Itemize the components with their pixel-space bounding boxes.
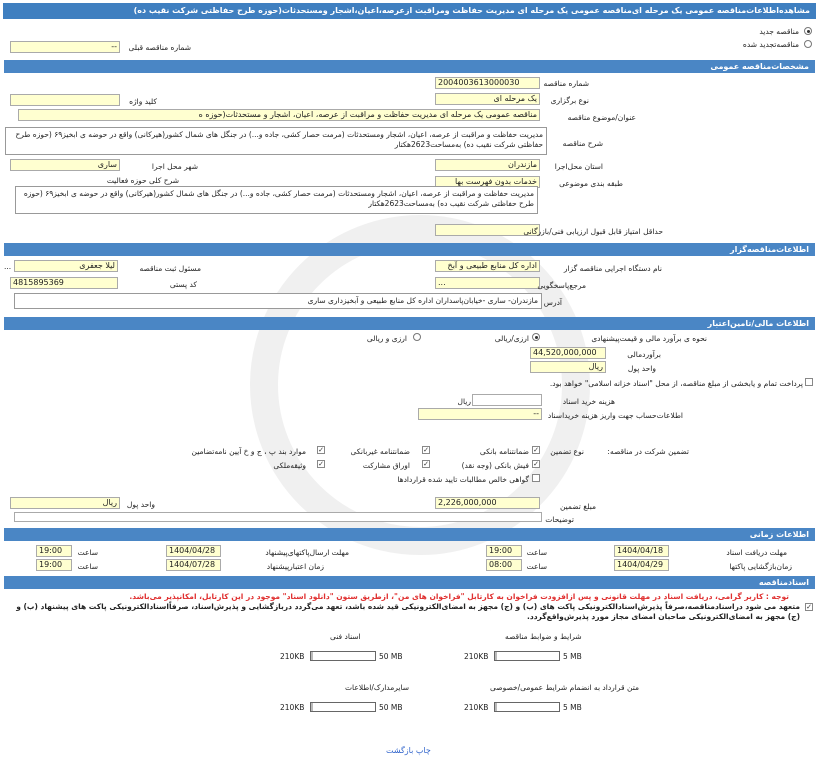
file-label: متن قرارداد به انضمام شرایط عمومی/خصوصی <box>490 683 639 692</box>
officer-label: مسئول ثبت مناقصه <box>139 264 201 273</box>
holding-type-label: نوع برگزاری <box>550 96 589 105</box>
section-finance: اطلاعات مالی/تامین‌اعتبار <box>4 317 815 330</box>
min-score-label: حداقل امتیاز قابل قبول ارزیابی فنی/بازرگانی <box>523 227 663 236</box>
guarantee-cash-checkbox[interactable]: ✓ <box>533 460 539 468</box>
receive-label: مهلت دریافت اسناد <box>726 548 787 557</box>
file-upload-field[interactable] <box>494 651 560 661</box>
keyword-field[interactable] <box>10 94 120 106</box>
file-min-size: 210KB <box>280 703 305 712</box>
print-back-link[interactable]: چاپ بازگشت <box>386 746 431 755</box>
keyword-label: کلید واژه <box>129 97 157 106</box>
guarantee-amount-field[interactable]: 2,226,000,000 <box>435 497 540 509</box>
valid-time-field[interactable]: 19:00 <box>36 559 72 571</box>
file-max-size: 5 MB <box>563 703 582 712</box>
guarantee-bank-checkbox[interactable]: ✓ <box>533 446 539 454</box>
file-label: سایرمدارک/اطلاعات <box>345 683 410 692</box>
account-label: اطلاعات‌حساب جهت واریز هزینه خریداسناد <box>547 411 683 420</box>
file-upload-field[interactable] <box>310 702 376 712</box>
file-upload-progress <box>311 703 313 711</box>
file-label: شرایط و ضوابط مناقصه <box>505 632 582 641</box>
account-field[interactable]: -- <box>418 408 542 420</box>
guarantee-amount-label: مبلغ تضمین <box>559 502 596 511</box>
ref-label: مرجع‌پاسخگویی <box>537 281 586 290</box>
open-label: زمان‌بازگشایی پاکتها <box>729 562 792 571</box>
file-max-size: 5 MB <box>563 652 582 661</box>
receive-date-field[interactable]: 1404/04/18 <box>614 545 669 557</box>
guarantee-type-label: نوع تضمین <box>550 447 584 456</box>
receive-time-field[interactable]: 19:00 <box>486 545 522 557</box>
guarantee-articles-label: موارد بند پ ، ج و خ آیین نامه‌تضامین <box>191 447 306 456</box>
guarantee-currency-field[interactable]: ریال <box>10 497 120 509</box>
guarantee-label: تضمین شرکت در مناقصه: <box>607 447 689 456</box>
commit-checkbox[interactable]: ✓ <box>806 603 812 611</box>
estimate-label: برآوردمالی <box>627 350 661 359</box>
estimate-field[interactable]: 44,520,000,000 <box>530 347 606 359</box>
file-max-size: 50 MB <box>379 652 403 661</box>
section-timing: اطلاعات زمانی <box>4 528 815 541</box>
category-label: طبقه بندی موضوعی <box>559 179 623 188</box>
description-field[interactable]: مدیریت حفاظت و مراقبت از عرصه، اعیان، اشجار ومستحدثات (مرمت حصار کشی، جاده و...) در جنگل های شمال کشور(هیرکانی) واقع در حوضه ی ابخیز۶۹ (حوزه طرح حفاظتی شرکت نقیب ده) به‌مساحت2623هکتار <box>5 127 547 155</box>
commit-text: متعهد می شود دراسنادمناقصه،صرفاً پذیرش‌اسنادالکترونیکی پاکت های (ب) و (ج) مجهز به امضای‌الکترونیکی قید شده باشد، تعهد می‌گردد دربازگشایی و پذیرش‌اسناد، صرفاًاسنادالکترونیکی پاکت های پیشنهاد (ب) و (ج) مجهز به امضای‌الکترونیکی صاحبان امضای مجاز مورد پذیرش‌واقع‌گردد. <box>16 602 800 621</box>
file-upload-progress <box>495 703 497 711</box>
postal-field[interactable]: 4815895369 <box>10 277 118 289</box>
send-label: مهلت ارسال‌پاکتهای‌پیشنهاد <box>265 548 349 557</box>
file-upload-field[interactable] <box>310 651 376 661</box>
file-min-size: 210KB <box>464 652 489 661</box>
guarantee-bonds-checkbox[interactable]: ✓ <box>423 460 429 468</box>
file-upload-progress <box>311 652 313 660</box>
notes-field[interactable] <box>14 512 542 522</box>
file-upload-field[interactable] <box>494 702 560 712</box>
category-field[interactable]: خدمات بدون فهرست بها <box>435 176 540 188</box>
guarantee-cash-label: فیش بانکی (وجه نقد) <box>461 461 529 470</box>
send-time-label: ساعت <box>77 548 98 557</box>
rial-radio[interactable] <box>532 333 540 341</box>
officer-more[interactable]: ... <box>4 262 12 271</box>
tender-number-field[interactable]: 2004003613000030 <box>435 77 540 89</box>
province-label: استان محل‌اجرا <box>554 162 603 171</box>
guarantee-nonbank-label: ضمانتنامه غیربانکی <box>350 447 410 456</box>
guarantee-bank-label: ضمانتنامه بانکی <box>479 447 529 456</box>
open-time-label: ساعت <box>526 562 547 571</box>
prev-number-label: شماره مناقصه قبلی <box>128 43 191 52</box>
notes-label: توضیحات <box>545 515 574 524</box>
new-tender-radio[interactable] <box>804 27 812 35</box>
receive-time-label: ساعت <box>526 548 547 557</box>
currency-field[interactable]: ریال <box>530 361 606 373</box>
subject-field[interactable]: مناقصه عمومی یک مرحله ای مدیریت حفاظت و مراقبت از عرصه، اعیان، اشجار و مستحدثات(حوزه ه <box>18 109 540 121</box>
guarantee-nonbank-checkbox[interactable]: ✓ <box>423 446 429 454</box>
doc-cost-field[interactable] <box>472 394 542 406</box>
send-time-field[interactable]: 19:00 <box>36 545 72 557</box>
guarantee-claims-checkbox[interactable] <box>532 474 540 482</box>
guarantee-property-checkbox[interactable]: ✓ <box>318 460 324 468</box>
address-field[interactable]: مازندران- ساری -خیابان‌پاسداران اداره کل منابع طبیعی و آبخیزداری ساری <box>14 293 542 309</box>
guarantee-articles-checkbox[interactable]: ✓ <box>318 446 324 454</box>
scope-label: شرح کلی حوزه فعالیت <box>106 176 179 185</box>
renewed-tender-radio[interactable] <box>804 40 812 48</box>
org-field[interactable]: اداره کل منابع طبیعی و آبخ <box>435 260 540 272</box>
holding-type-field[interactable]: یک مرحله ای <box>435 93 540 105</box>
file-label: اسناد فنی <box>330 632 361 641</box>
guarantee-bonds-label: اوراق مشارکت <box>362 461 410 470</box>
file-max-size: 50 MB <box>379 703 403 712</box>
valid-label: زمان اعتبارپیشنهاد <box>266 562 324 571</box>
file-min-size: 210KB <box>280 652 305 661</box>
postal-label: کد پستی <box>169 280 197 289</box>
guarantee-currency-label: واحد پول <box>126 500 155 509</box>
page-title: مشاهده‌اطلاعات‌مناقصه عمومی یک مرحله ای‌مناقصه عمومی یک مرحله ای مدیریت حفاظت ومراقبت ازعرصه،اعیان،اشجار ومستحدثات(حوزه طرح حفاظتی شرکت نقیب ده) <box>3 3 816 19</box>
prev-number-field[interactable]: -- <box>10 41 120 53</box>
treasury-label: پرداخت تمام و یابخشی از مبلغ مناقصه، از محل "اسناد خزانه اسلامی" خواهد بود. <box>549 379 803 388</box>
currency-rial-radio[interactable] <box>413 333 421 341</box>
treasury-checkbox[interactable] <box>805 378 813 386</box>
subject-label: عنوان/موضوع مناقصه <box>567 113 636 122</box>
documents-warning: توجه : کاربر گرامی، دریافت اسناد در مهلت قانونی و پس ازافزودت فراخوان به کارتابل "فراخوان های من"، ازطریق ستون "دانلود اسناد" موجود در این کارتابل، امکانپذیر می‌باشد. <box>129 592 789 601</box>
section-documents: اسنادمناقصه <box>4 576 815 589</box>
rial-label: ارزی/ریالی <box>494 334 529 343</box>
file-upload-progress <box>495 652 497 660</box>
tender-number-label: شماره مناقصه <box>543 79 589 88</box>
guarantee-claims-label: گواهی خالص مطالبات تایید شده قراردادها <box>397 475 529 484</box>
currency-rial-label: ارزی و ریالی <box>366 334 407 343</box>
open-time-field[interactable]: 08:00 <box>486 559 522 571</box>
section-organizer: اطلاعات‌مناقصه‌گزار <box>4 243 815 256</box>
file-min-size: 210KB <box>464 703 489 712</box>
address-label: آدرس <box>543 298 562 307</box>
ref-field[interactable]: ... <box>435 277 540 289</box>
officer-field[interactable]: لیلا جعفری <box>14 260 118 272</box>
doc-cost-unit: ریال <box>457 397 471 406</box>
renewed-tender-label: مناقصه‌تجدید شده <box>742 40 799 49</box>
send-date-field[interactable]: 1404/04/28 <box>166 545 221 557</box>
org-label: نام دستگاه اجرایی مناقصه گزار <box>563 264 662 273</box>
open-date-field[interactable]: 1404/04/29 <box>614 559 669 571</box>
new-tender-label: مناقصه جدید <box>759 27 799 36</box>
method-label: نحوه ی برآورد مالی و قیمت‌پیشنهادی <box>591 334 707 343</box>
doc-cost-label: هزینه خرید اسناد <box>562 397 615 406</box>
city-label: شهر محل اجرا <box>151 162 198 171</box>
description-label: شرح مناقصه <box>562 139 603 148</box>
valid-date-field[interactable]: 1404/07/28 <box>166 559 221 571</box>
city-field[interactable]: ساری <box>10 159 120 171</box>
province-field[interactable]: مازندران <box>435 159 540 171</box>
currency-label: واحد پول <box>627 364 656 373</box>
section-general: مشخصات‌مناقصه عمومی <box>4 60 815 73</box>
guarantee-property-label: وثیقه‌ملکی <box>273 461 306 470</box>
scope-field[interactable]: مدیریت حفاظت و مراقبت از عرصه، اعیان، اشجار ومستحدثات (مرمت حصار کشی، جاده و...) در جنگل های شمال کشور(هیرکانی) واقع در حوضه ی ابخیز۶۹ (حوزه طرح حفاظتی شرکت نقیب ده) به‌مساحت2623هکتار <box>15 186 538 214</box>
valid-time-label: ساعت <box>77 562 98 571</box>
